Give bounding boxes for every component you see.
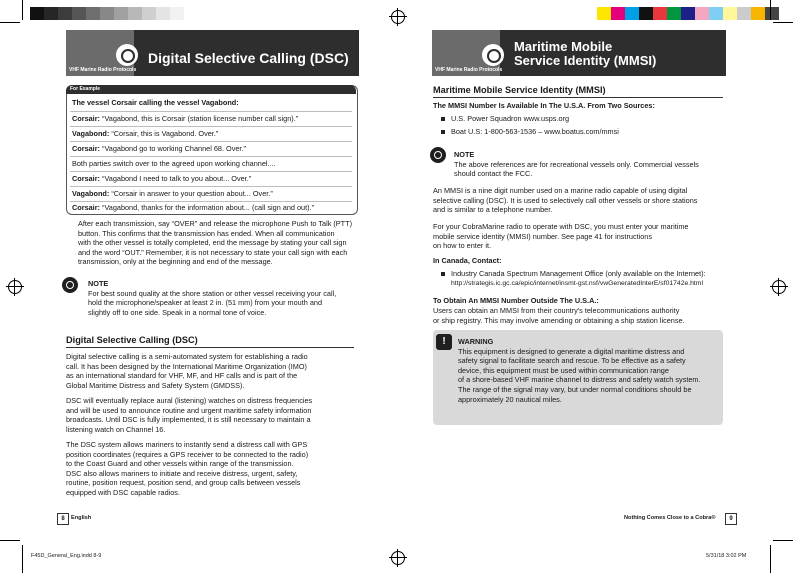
dialogue: “Vagabond, this is Corsair (station license number call sign).” [102,114,299,123]
text-line: For best sound quality at the shore station or other vessel receiving your call, [88,288,337,298]
text-line: transmission, only at the beginning and end of the message. [78,257,273,267]
slug-date: 5/31/18 3:02 PM [706,553,747,559]
text-line: hold the microphone/speaker at least 2 in. (51 mm) from your mouth and [88,298,323,308]
text-line: button. This confirms that the transmission has ended. When all communication [78,228,335,238]
cobra-logo-icon [482,44,504,66]
example-line [72,129,218,138]
mmsi-paragraph-2 [433,222,728,251]
registration-mark-icon [8,280,22,294]
registration-mark-icon [772,280,786,294]
dialogue: Both parties switch over to the agreed upon working channel.... [72,159,276,168]
speaker: Corsair: [72,174,100,183]
canada-block [451,269,731,288]
text-line: The DSC system allows mariners to instantly send a distress call with GPS [66,440,308,449]
text-line: DSC will eventually replace aural (listening) watches on distress frequencies [66,396,313,405]
example-line [72,203,314,212]
text-line: An MMSI is a nine digit number used on a marine radio capable of using digital [433,186,688,195]
text-line: call. It has been designed by the International Maritime Organization (IMO) [66,361,307,371]
footer-tagline: Nothing Comes Close to a Cobra® [624,515,716,521]
page-number: 8 [57,513,69,525]
crop-mark [770,0,771,20]
speaker: Vagabond: [72,129,110,138]
divider [70,171,352,172]
text-line: slightly off to one side. Speak in a normal tone of voice. [88,307,267,317]
dsc-paragraph-2 [66,396,361,434]
text-line: as an international standard for VHF, MF, and HF calls and is part of the [66,371,298,381]
header-tab-label: VHF Marine Radio Protocols [69,67,137,73]
crop-mark [0,22,20,23]
outside-heading: To Obtain An MMSI Number Outside The U.S.A.: [433,296,599,305]
speaker: Corsair: [72,114,100,123]
divider [70,186,352,187]
text-line: After each transmission, say “OVER” and release the microphone Push to Talk (PTT) [78,219,353,228]
registration-mark-icon [391,551,405,565]
page-number: 9 [725,513,737,525]
section-heading: Maritime Mobile Service Identity (MMSI) [433,85,606,95]
text-line: The above references are for recreational vessels only. Commercial vessels [454,159,699,169]
crop-mark [0,540,20,541]
text-line: device, this equipment must be used within communication range [458,365,669,375]
text-line: This equipment is designed to generate a digital maritime distress and [458,346,685,356]
text-line: equipped with DSC capable radios. [66,487,180,497]
text-line: on how to enter it. [433,241,492,251]
dialogue: “Vagabond go to working Channel 68. Over.” [102,144,246,153]
slug-filename: F45D_General_Eng.indd 8-9 [31,553,102,559]
process-color-bar [597,7,779,20]
dialogue: “Corsair in answer to your question about... Over.” [111,189,273,198]
divider [70,126,352,127]
text-line: Users can obtain an MMSI from their country's telecommunications authority [433,306,680,315]
text-line: and is similar to a telephone number. [433,205,553,215]
divider [70,201,352,202]
crop-mark [22,545,23,573]
text-line: safety signal to facilitate search and rescue. To be effective as a safety [458,356,686,366]
text-line: and the word “OUT.” Remember, it is not necessary to state your call sign with each [78,247,348,257]
right-page-header [432,30,726,76]
warning-block [458,337,720,404]
speaker: Corsair: [72,203,100,212]
text-line: to the Coast Guard and other vessels within range of the transmission. [66,459,294,469]
sources-heading: The MMSI Number Is Available In The U.S.A. From Two Sources: [433,101,655,110]
note-block [88,279,363,317]
crop-mark [773,540,793,541]
text-line: DSC also allows mariners to initiate and receive distress, urgent, safety, [66,468,298,478]
text-line: and will be used to announce routine and urgent maritime safety information [66,405,312,415]
warning-icon: ! [436,334,452,350]
text-line: position coordinates (requires a GPS receiver to be connected to the radio) [66,449,309,459]
note-label: NOTE [88,279,109,288]
note-label: NOTE [454,150,475,159]
divider [70,156,352,157]
outside-block [433,306,728,325]
warning-label: WARNING [458,337,494,346]
text-line: Industry Canada Spectrum Management Office (only available on the Internet): [451,269,706,278]
page-language: English [71,515,92,521]
text-line: The range of the signal may vary, but under normal conditions should be [458,384,692,394]
example-line [72,174,251,183]
crop-mark [770,545,771,573]
text-line: listening watch on Channel 16. [66,424,166,434]
section-heading: Digital Selective Calling (DSC) [66,335,198,345]
text-line: of a shore-based VHF marine channel to distress and safety watch system. [458,375,701,385]
page-title-line2: Service Identity (MMSI) [514,53,657,68]
text-line: mobile service identity (MMSI) number. See page 41 for instructions [433,231,653,241]
dialogue: “Vagabond I need to talk to you about... Over.” [102,174,252,183]
note-icon [62,277,78,293]
text-line: For your CobraMarine radio to operate with DSC, you must enter your maritime [433,222,689,231]
note-icon [430,147,446,163]
registration-mark-icon [391,10,405,24]
section-rule [433,97,723,98]
text-line: broadcasts. Until DSC is fully implemented, it is still necessary to maintain a [66,415,311,425]
dsc-paragraph-1 [66,352,361,390]
page-title-line1: Maritime Mobile [514,39,613,54]
speaker: Vagabond: [72,189,110,198]
mmsi-paragraph-1 [433,186,728,215]
text-line: selective calling (DSC). It is used to selectively call other vessels or shore stations [433,195,698,205]
example-heading: The vessel Corsair calling the vessel Vagabond: [72,98,239,107]
text-line: should contact the FCC. [454,169,533,179]
dsc-paragraph-3 [66,440,361,498]
text-line: routine, position request, position send, and group calls between vessels [66,478,301,488]
canada-url[interactable]: http://strategis.ic.gc.ca/epic/internet/insmt-gst.nsf/vwGeneratedInterE/sf01742e.html [451,279,703,287]
text-line: Digital selective calling is a semi-automated system for establishing a radio [66,352,308,361]
dialogue: “Corsair, this is Vagabond. Over.” [111,129,219,138]
left-page-header [66,30,359,76]
example-line [72,144,246,153]
divider [70,141,352,142]
text-line: approximately 20 nautical miles. [458,394,562,404]
header-tab-label: VHF Marine Radio Protocols [435,67,503,73]
bullet-icon [441,272,445,276]
cobra-logo-icon [116,44,138,66]
source-item: U.S. Power Squadron www.usps.org [451,114,570,123]
grayscale-color-bar [30,7,184,20]
note-block [454,150,724,179]
text-line: Global Maritime Distress and Safety System (GMDSS). [66,380,245,390]
crop-mark [22,0,23,20]
transmission-paragraph [78,219,363,267]
speaker: Corsair: [72,144,100,153]
dialogue: “Vagabond, thanks for the information about... (call sign and out).” [102,203,315,212]
text-line: with the other vessel is totally completed, end the message by stating your call sign [78,238,347,248]
section-rule [66,347,354,348]
page-title: Digital Selective Calling (DSC) [148,50,349,66]
source-item: Boat U.S: 1-800-563-1536 – www.boatus.com/mmsi [451,127,619,136]
example-line [72,159,276,168]
example-tag: For Example [66,85,356,94]
canada-heading: In Canada, Contact: [433,256,502,265]
bullet-icon [441,117,445,121]
crop-mark [773,22,793,23]
bullet-icon [441,130,445,134]
example-line [72,114,298,123]
example-line [72,189,273,198]
text-line: or ship registry. This may involve amending or obtaining a ship station license. [433,315,685,325]
divider [70,111,352,112]
